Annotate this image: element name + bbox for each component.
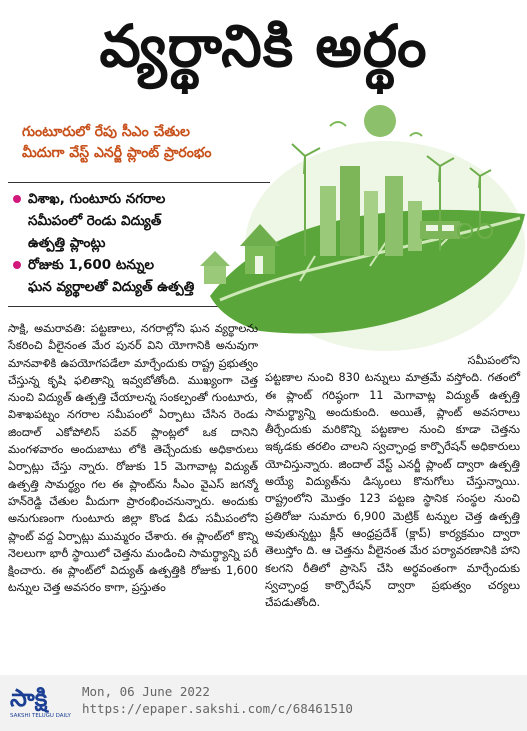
edition-date: Mon, 06 June 2022	[82, 684, 210, 699]
article-text: సాక్షి, అమరావతి: పట్టణాలు, నగరాల్లోని ఘన వ్యర్థాలను సేకరించి వీలైనంత మేర పునర్ విని యోగానికి అనువుగా మానవాళికి ఉపయోగపడేలా మార్చేందుకు రాష్ట్ర ప్రభుత్వం చేస్తున్న కృషి ఫలితాన్ని ఇవ్వబోతోంది. ముఖ్యంగా చెత్త నుంచి విద్యుత్ ఉత్పత్తి చేయాలన్న సంకల్పంతో గుంటూరు, విశాఖపట్నం నగరాల సమీపంలో ఏర్పాటు చేసిన రెండు జిందాల్ ఎకోపోలిస్ పవర్ ప్లాంట్లలో ఒక దానిని మంగళవారం అందుబాటు లోకి తెచ్చేందుకు అధికారులు ఏర్పాట్లు చేస్తు న్నారు. రోజుకు 15 మెగావాట్ల విద్యుత్ ఉత్పత్తి సామర్థ్యం గల ఈ ప్లాంట్‌ను సీఎం వైఎస్ జగన్మో హన్‌రెడ్డి చేతుల మీదుగా ప్రారంభించనున్నారు. అందుకు అనుగుణంగా గుంటూరు జిల్లా కొండ వీడు సమీపంలోని ప్లాంట్ వద్ద ఏర్పాట్లు ముమ్మరం చేశారు. ఈ ప్లాంట్‌లో కొన్ని నెలలుగా భారీ స్థాయిలో చెత్తను మండించి సామర్థ్యాన్ని పరీ క్షించారు. ఈ ప్లాంట్‌లో విద్యుత్ ఉత్పత్తికి రోజుకు 1,600 టన్నుల చెత్త అవసరం కాగా, ప్రస్తుతం	[8, 322, 258, 595]
highlight-line: ఘన వ్యర్థాలతో విద్యుత్ ఉత్పత్తి	[28, 279, 195, 295]
bullet-dot-icon	[13, 261, 21, 269]
article-text: సమీపంలోని	[467, 354, 520, 367]
epaper-link[interactable]: https://epaper.sakshi.com/c/68461510	[82, 701, 353, 716]
highlight-line: ఉత్పత్తి ప్లాంట్లు	[28, 235, 106, 251]
logo-subtitle: SAKSHI TELUGU DAILY	[10, 713, 71, 719]
highlight-line: సమీపంలో రెండు విద్యుత్	[28, 213, 162, 229]
article-column-1	[8, 320, 258, 597]
subheadline-line-1: గుంటూరులో రేపు సీఎం చేతుల	[22, 124, 190, 140]
article-column-2	[265, 352, 520, 611]
bullet-dot-icon	[13, 195, 21, 203]
green-city-leaf-illustration	[180, 96, 527, 356]
footer	[0, 675, 527, 731]
subheadline-line-2: మీదుగా వేస్ట్ ఎనర్జీ ప్లాంట్ ప్రారంభం	[22, 145, 212, 161]
sakshi-logo	[10, 683, 71, 723]
highlight-line: విశాఖ, గుంటూరు నగరాల	[28, 191, 166, 207]
logo-text: సాక్షి	[10, 684, 48, 712]
article-text: పట్టణాల నుంచి 830 టన్నులు మాత్రమే వస్తోంది. గతంలో ఈ ప్లాంట్ గరిష్ఠంగా 11 మెగావాట్ల విద్యుత్ ఉత్పత్తి సామర్థ్యాన్ని అందుకుంది. అయితే, ప్లాంట్ అవసరాలు తీర్చేందుకు మరికొన్ని పట్టణాల నుంచి కూడా చెత్తను ఇక్కడకు తరలిం చాలని స్వచ్ఛాంధ్ర కార్పొరేషన్ అధికారులు యోచిస్తున్నారు. జిందాల్ వేస్ట్ ఎనర్జీ ప్లాంట్ ద్వారా ఉత్పత్తి అయ్యే విద్యుత్‌ను డిస్కంలు కొనుగోలు చేస్తున్నాయి. రాష్ట్రంలోని మొత్తం 123 పట్టణ స్థానిక సంస్థల నుంచి ప్రతిరోజు సుమారు 6,900 మెట్రిక్ టన్నుల చెత్త ఉత్పత్తి అవుతున్నట్టు క్లీన్ ఆంధ్రప్రదేశ్ (క్లాప్) కార్యక్రమం ద్వారా తెలుస్తోం ది. ఆ చెత్తను వీలైనంత మేర పర్యావరణానికి హాని కలగని రీతిలో ప్రాసెస్ చేసి అర్థవంతంగా మార్చేందుకు స్వచ్ఛాంధ్ర కార్పొరేషన్ ద్వారా ప్రభుత్వం చర్యలు చేపడుతోంది.	[265, 371, 520, 610]
highlight-line: రోజుకు 1,600 టన్నుల	[28, 257, 155, 273]
headline: వ్యర్థానికి అర్థం	[99, 12, 428, 80]
